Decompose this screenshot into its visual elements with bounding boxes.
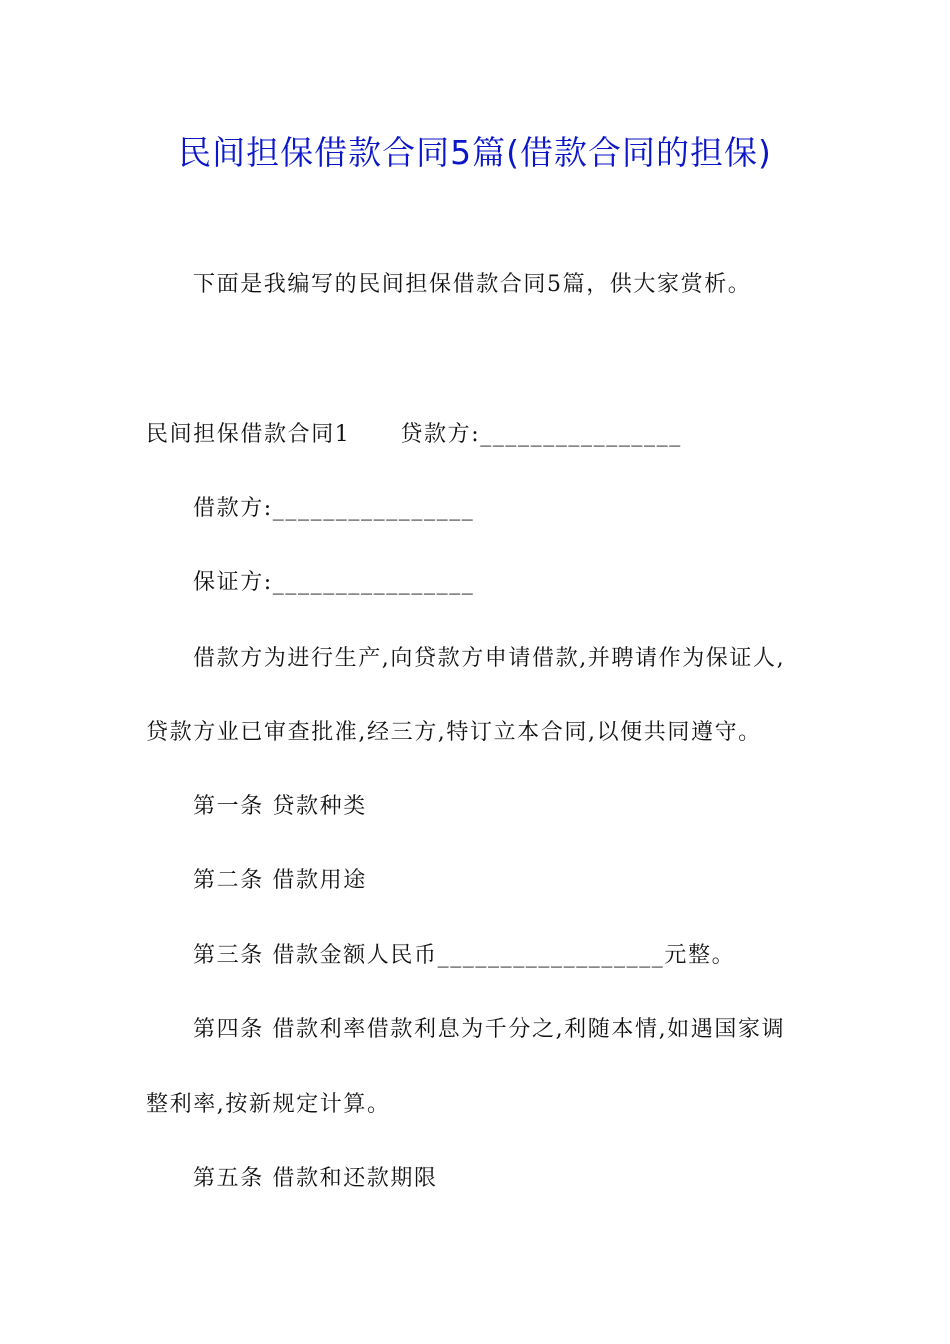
article-4-line-2: 整利率,按新规定计算。: [146, 1092, 391, 1117]
guarantor-field: 保证方:________________: [193, 570, 475, 595]
lender-field: 贷款方:________________: [400, 422, 682, 447]
article-1: 第一条 贷款种类: [193, 794, 367, 819]
contract-heading: 民间担保借款合同1: [146, 422, 351, 447]
borrower-field: 借款方:________________: [193, 496, 475, 521]
article-3: 第三条 借款金额人民币__________________元整。: [193, 943, 736, 968]
preamble-line-2: 贷款方业已审查批准,经三方,特订立本合同,以便共同遵守。: [146, 720, 762, 745]
contract-heading-line: [146, 419, 682, 451]
intro-paragraph: 下面是我编写的民间担保借款合同5篇，供大家赏析。: [193, 272, 752, 297]
document-title: 民间担保借款合同5篇(借款合同的担保): [178, 133, 772, 172]
article-5: 第五条 借款和还款期限: [193, 1166, 438, 1191]
article-4-line-1: 第四条 借款利率借款利息为千分之,利随本情,如遇国家调: [193, 1017, 786, 1042]
article-2: 第二条 借款用途: [193, 868, 367, 893]
preamble-line-1: 借款方为进行生产,向贷款方申请借款,并聘请作为保证人,: [193, 646, 786, 671]
